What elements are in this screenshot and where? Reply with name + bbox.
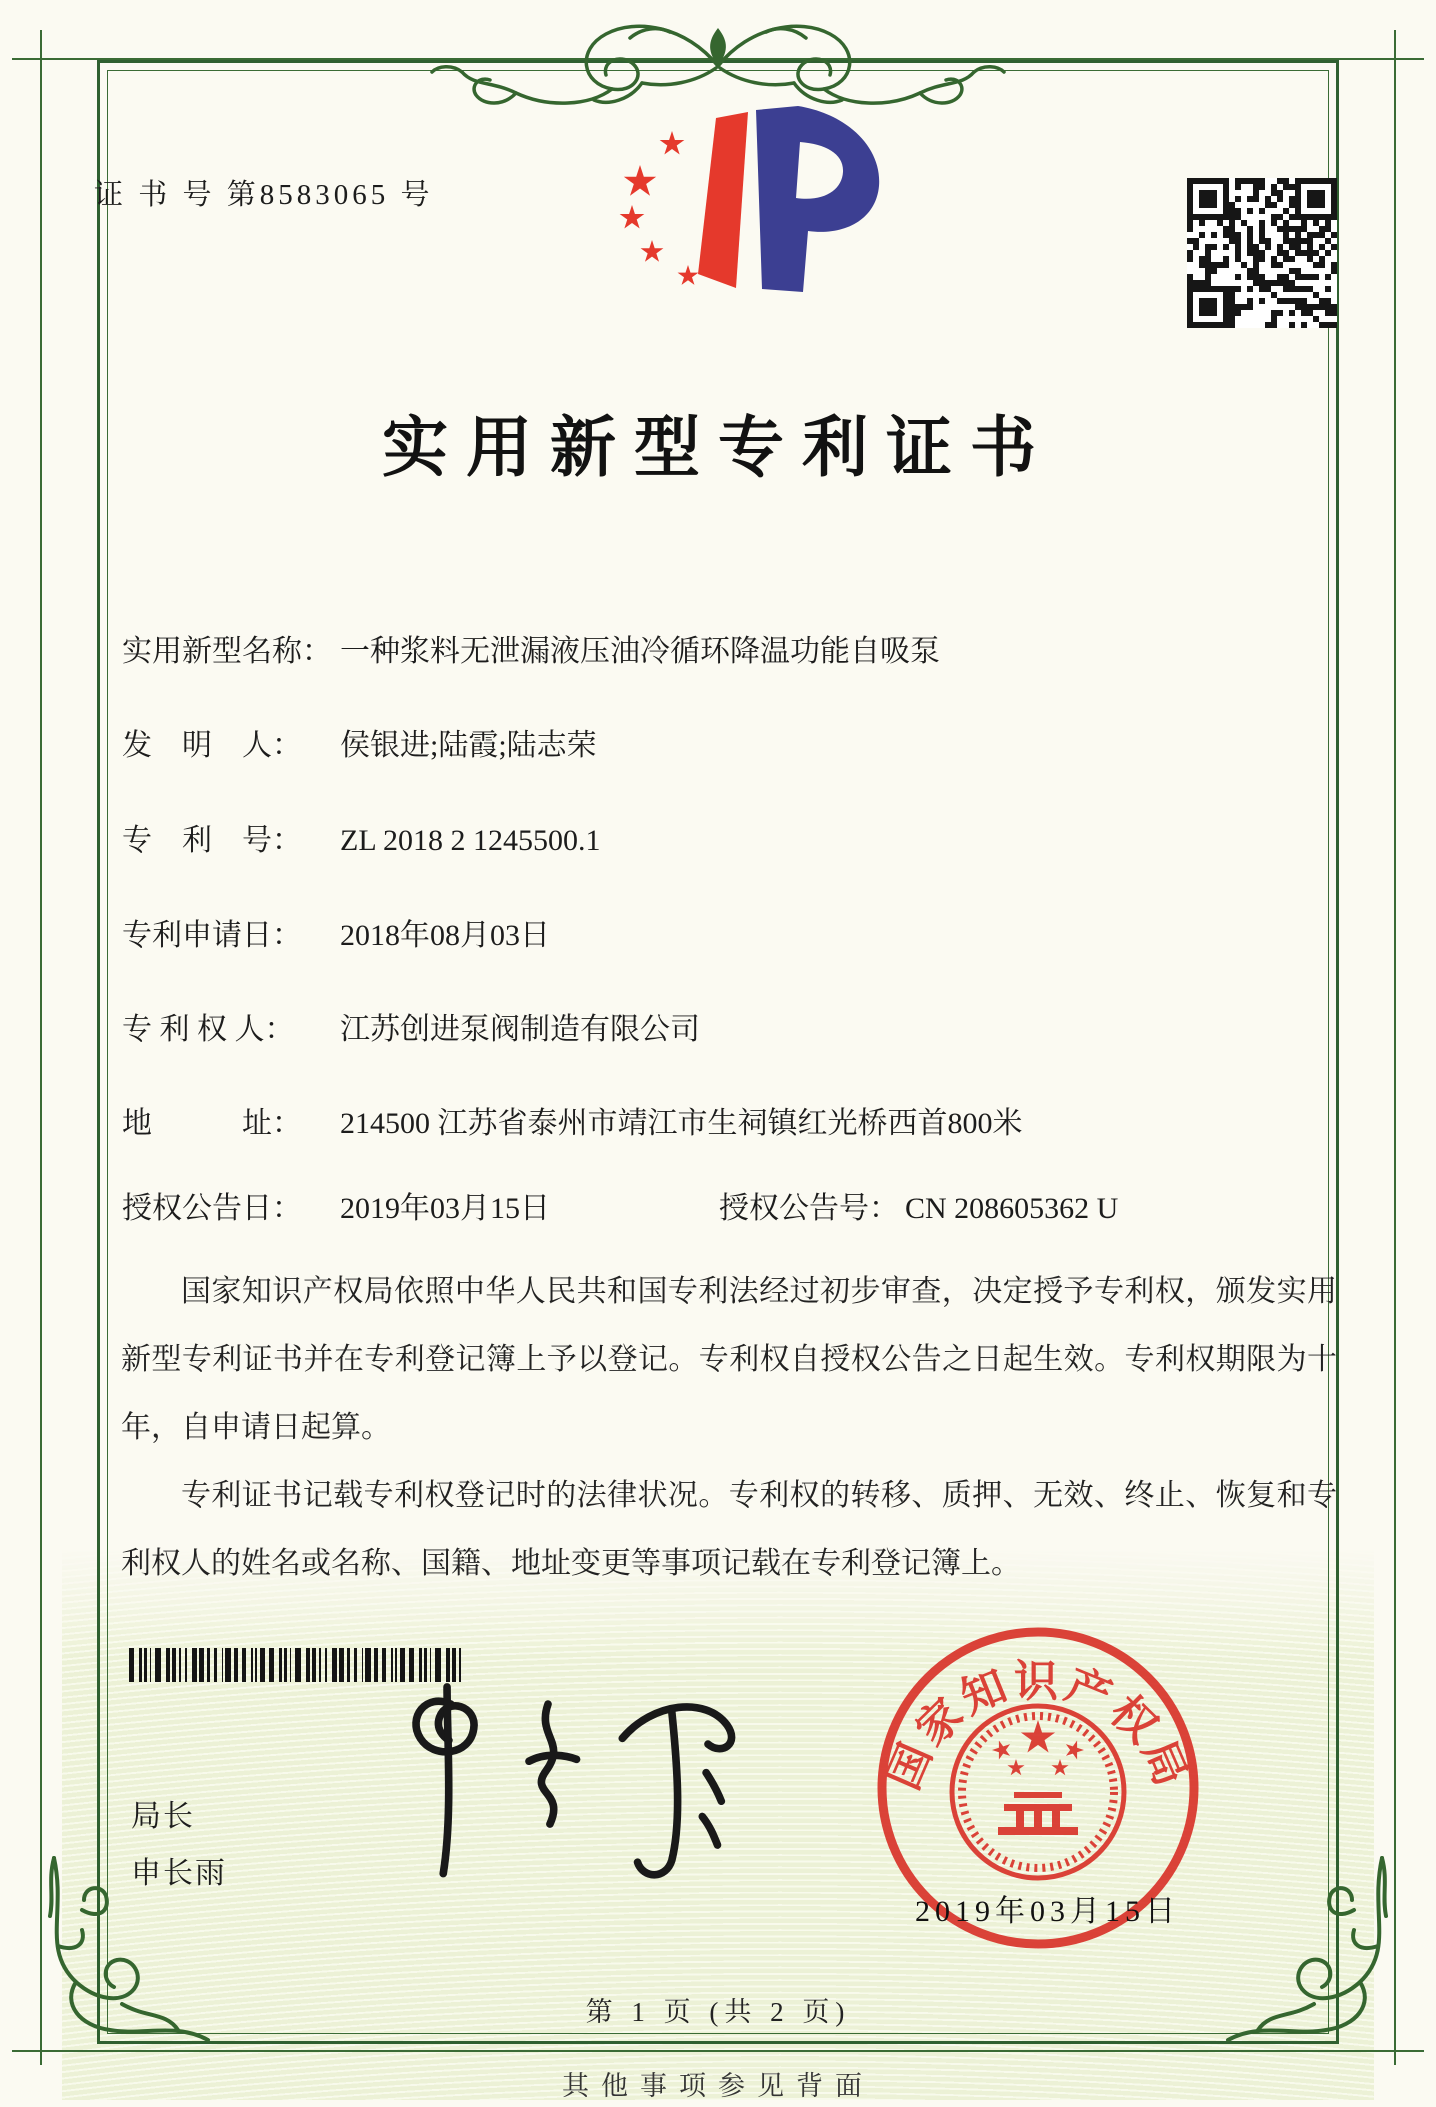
signer-name: 申长雨 — [131, 1857, 227, 1890]
certificate-number: 证 书 号 第8583065 号 — [94, 179, 434, 211]
page-indicator: 第 1 页 (共 2 页) — [585, 1997, 851, 2027]
back-note: 其他事项参见背面 — [562, 2071, 874, 2101]
field-label: 发 明 人： — [122, 729, 302, 762]
field-value: 2019年03月15日 — [340, 1192, 550, 1225]
legal-paragraph-1: 国家知识产权局依照中华人民共和国专利法经过初步审查，决定授予专利权，颁发实用新型专利证书并在专利登记簿上予以登记。专利权自授权公告之日起生效。专利权期限为十年，自申请日起算。 — [121, 1275, 1337, 1444]
field-label: 实用新型名称： — [122, 635, 332, 668]
field-row-address — [122, 1098, 1023, 1142]
field-label: 专 利 号： — [122, 824, 302, 857]
field-value: CN 208605362 U — [905, 1192, 1119, 1225]
field-row-grant-no — [719, 1183, 1118, 1227]
legal-text — [121, 1258, 1337, 1598]
field-label: 地 址： — [122, 1107, 302, 1140]
field-label: 专利申请日： — [122, 919, 302, 952]
signature-script — [388, 1666, 788, 1906]
field-row-inventors — [122, 720, 597, 764]
field-value: 214500 江苏省泰州市靖江市生祠镇红光桥西首800米 — [340, 1107, 1023, 1140]
field-label: 授权公告号： — [719, 1192, 899, 1225]
field-value: 一种浆料无泄漏液压油冷循环降温功能自吸泵 — [340, 635, 940, 668]
field-row-name — [122, 626, 940, 670]
outer-rule-left — [40, 30, 42, 2065]
field-value: 侯银进;陆霞;陆志荣 — [340, 729, 597, 762]
field-row-patentee — [122, 1004, 700, 1048]
qr-code — [1187, 178, 1337, 328]
field-row-filing-date — [122, 910, 550, 954]
field-value: ZL 2018 2 1245500.1 — [340, 824, 601, 857]
seal-agency-text: 国家知识产权局 — [878, 1656, 1198, 1797]
field-label: 专 利 权 人： — [122, 1013, 295, 1046]
cnipa-logo — [586, 106, 886, 296]
field-label: 授权公告日： — [122, 1192, 302, 1225]
legal-paragraph-2: 专利证书记载专利权登记时的法律状况。专利权的转移、质押、无效、终止、恢复和专利权人的姓名或名称、国籍、地址变更等事项记载在专利登记簿上。 — [121, 1479, 1337, 1580]
outer-rule-bottom — [12, 2050, 1424, 2052]
field-row-grant-date — [122, 1183, 550, 1227]
certificate-title: 实用新型专利证书 — [382, 412, 1054, 485]
seal-date: 2019年03月15日 — [915, 1895, 1180, 1928]
field-value: 江苏创进泵阀制造有限公司 — [340, 1013, 700, 1046]
field-value: 2018年08月03日 — [340, 919, 550, 952]
outer-rule-right — [1394, 30, 1396, 2065]
field-row-patent-no — [122, 815, 601, 859]
signer-title: 局长 — [131, 1800, 195, 1833]
